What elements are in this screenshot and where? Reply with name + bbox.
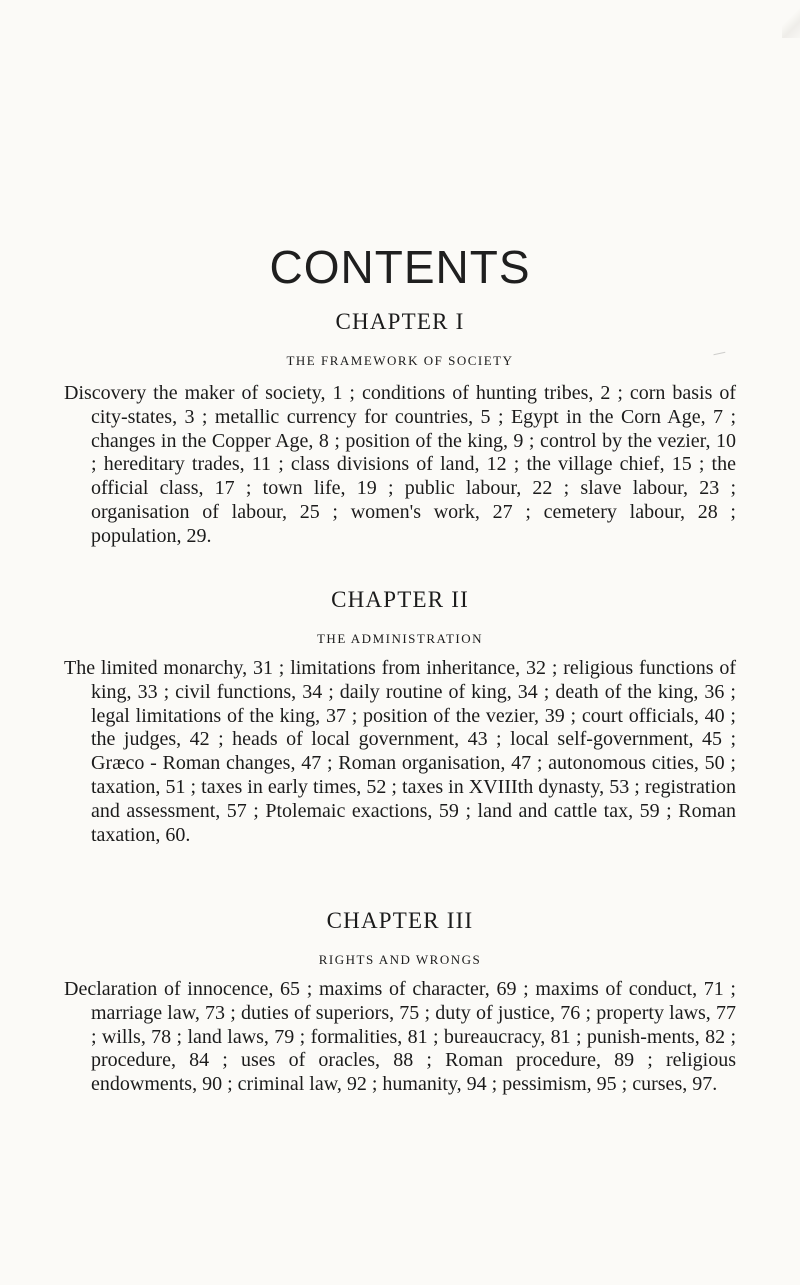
chapter-1-section [0,308,800,369]
chapter-3-number: CHAPTER III [326,908,474,933]
chapter-2-subtitle: THE ADMINISTRATION [316,631,484,646]
chapter-2-number: CHAPTER II [331,587,469,612]
chapter-1-number: CHAPTER I [335,309,465,334]
chapter-1-summary: Discovery the maker of society, 1 ; conditions of hunting tribes, 2 ; corn basis of city-states, 3 ; metallic currency for countries, 5 ; Egypt in the Corn Age, 7 ; changes in the Copper Age, 8 ; position of the king, 9 ; control by the vezier, 10 ; hereditary trades, 11 ; class divisions of land, 12 ; the village chief, 15 ; the official class, 17 ; town life, 19 ; public labour, 22 ; slave labour, 23 ; organisation of labour, 25 ; women's work, 27 ; cemetery labour, 28 ; population, 29. [64,382,736,547]
chapter-3-summary: Declaration of innocence, 65 ; maxims of character, 69 ; maxims of conduct, 71 ; marriage law, 73 ; duties of superiors, 75 ; duty of justice, 76 ; property laws, 77 ; wills, 78 ; land laws, 79 ; formalities, 81 ; bureaucracy, 81 ; punish-ments, 82 ; procedure, 84 ; uses of oracles, 88 ; Roman procedure, 89 ; religious endowments, 90 ; criminal law, 92 ; humanity, 94 ; pessimism, 95 ; curses, 97. [64,978,736,1096]
chapter-2-summary: The limited monarchy, 31 ; limitations from inheritance, 32 ; religious functions of king, 33 ; civil functions, 34 ; daily routine of king, 34 ; death of the king, 36 ; legal limitations of the king, 37 ; position of the vezier, 39 ; court officials, 40 ; the judges, 42 ; heads of local government, 43 ; local self-government, 45 ; Græco - Roman changes, 47 ; Roman organisation, 47 ; autonomous cities, 50 ; taxation, 51 ; taxes in early times, 52 ; taxes in XVIIIth dynasty, 53 ; registration and assessment, 57 ; Ptolemaic exactions, 59 ; land and cattle tax, 59 ; Roman taxation, 60. [64,657,736,846]
chapter-3-section [0,907,800,968]
page-corner-shadow [782,0,800,38]
chapter-1-subtitle: THE FRAMEWORK OF SOCIETY [286,353,514,368]
chapter-3-subtitle: RIGHTS AND WRONGS [318,952,482,967]
page-title: CONTENTS [269,241,531,293]
chapter-2-section [0,586,800,647]
